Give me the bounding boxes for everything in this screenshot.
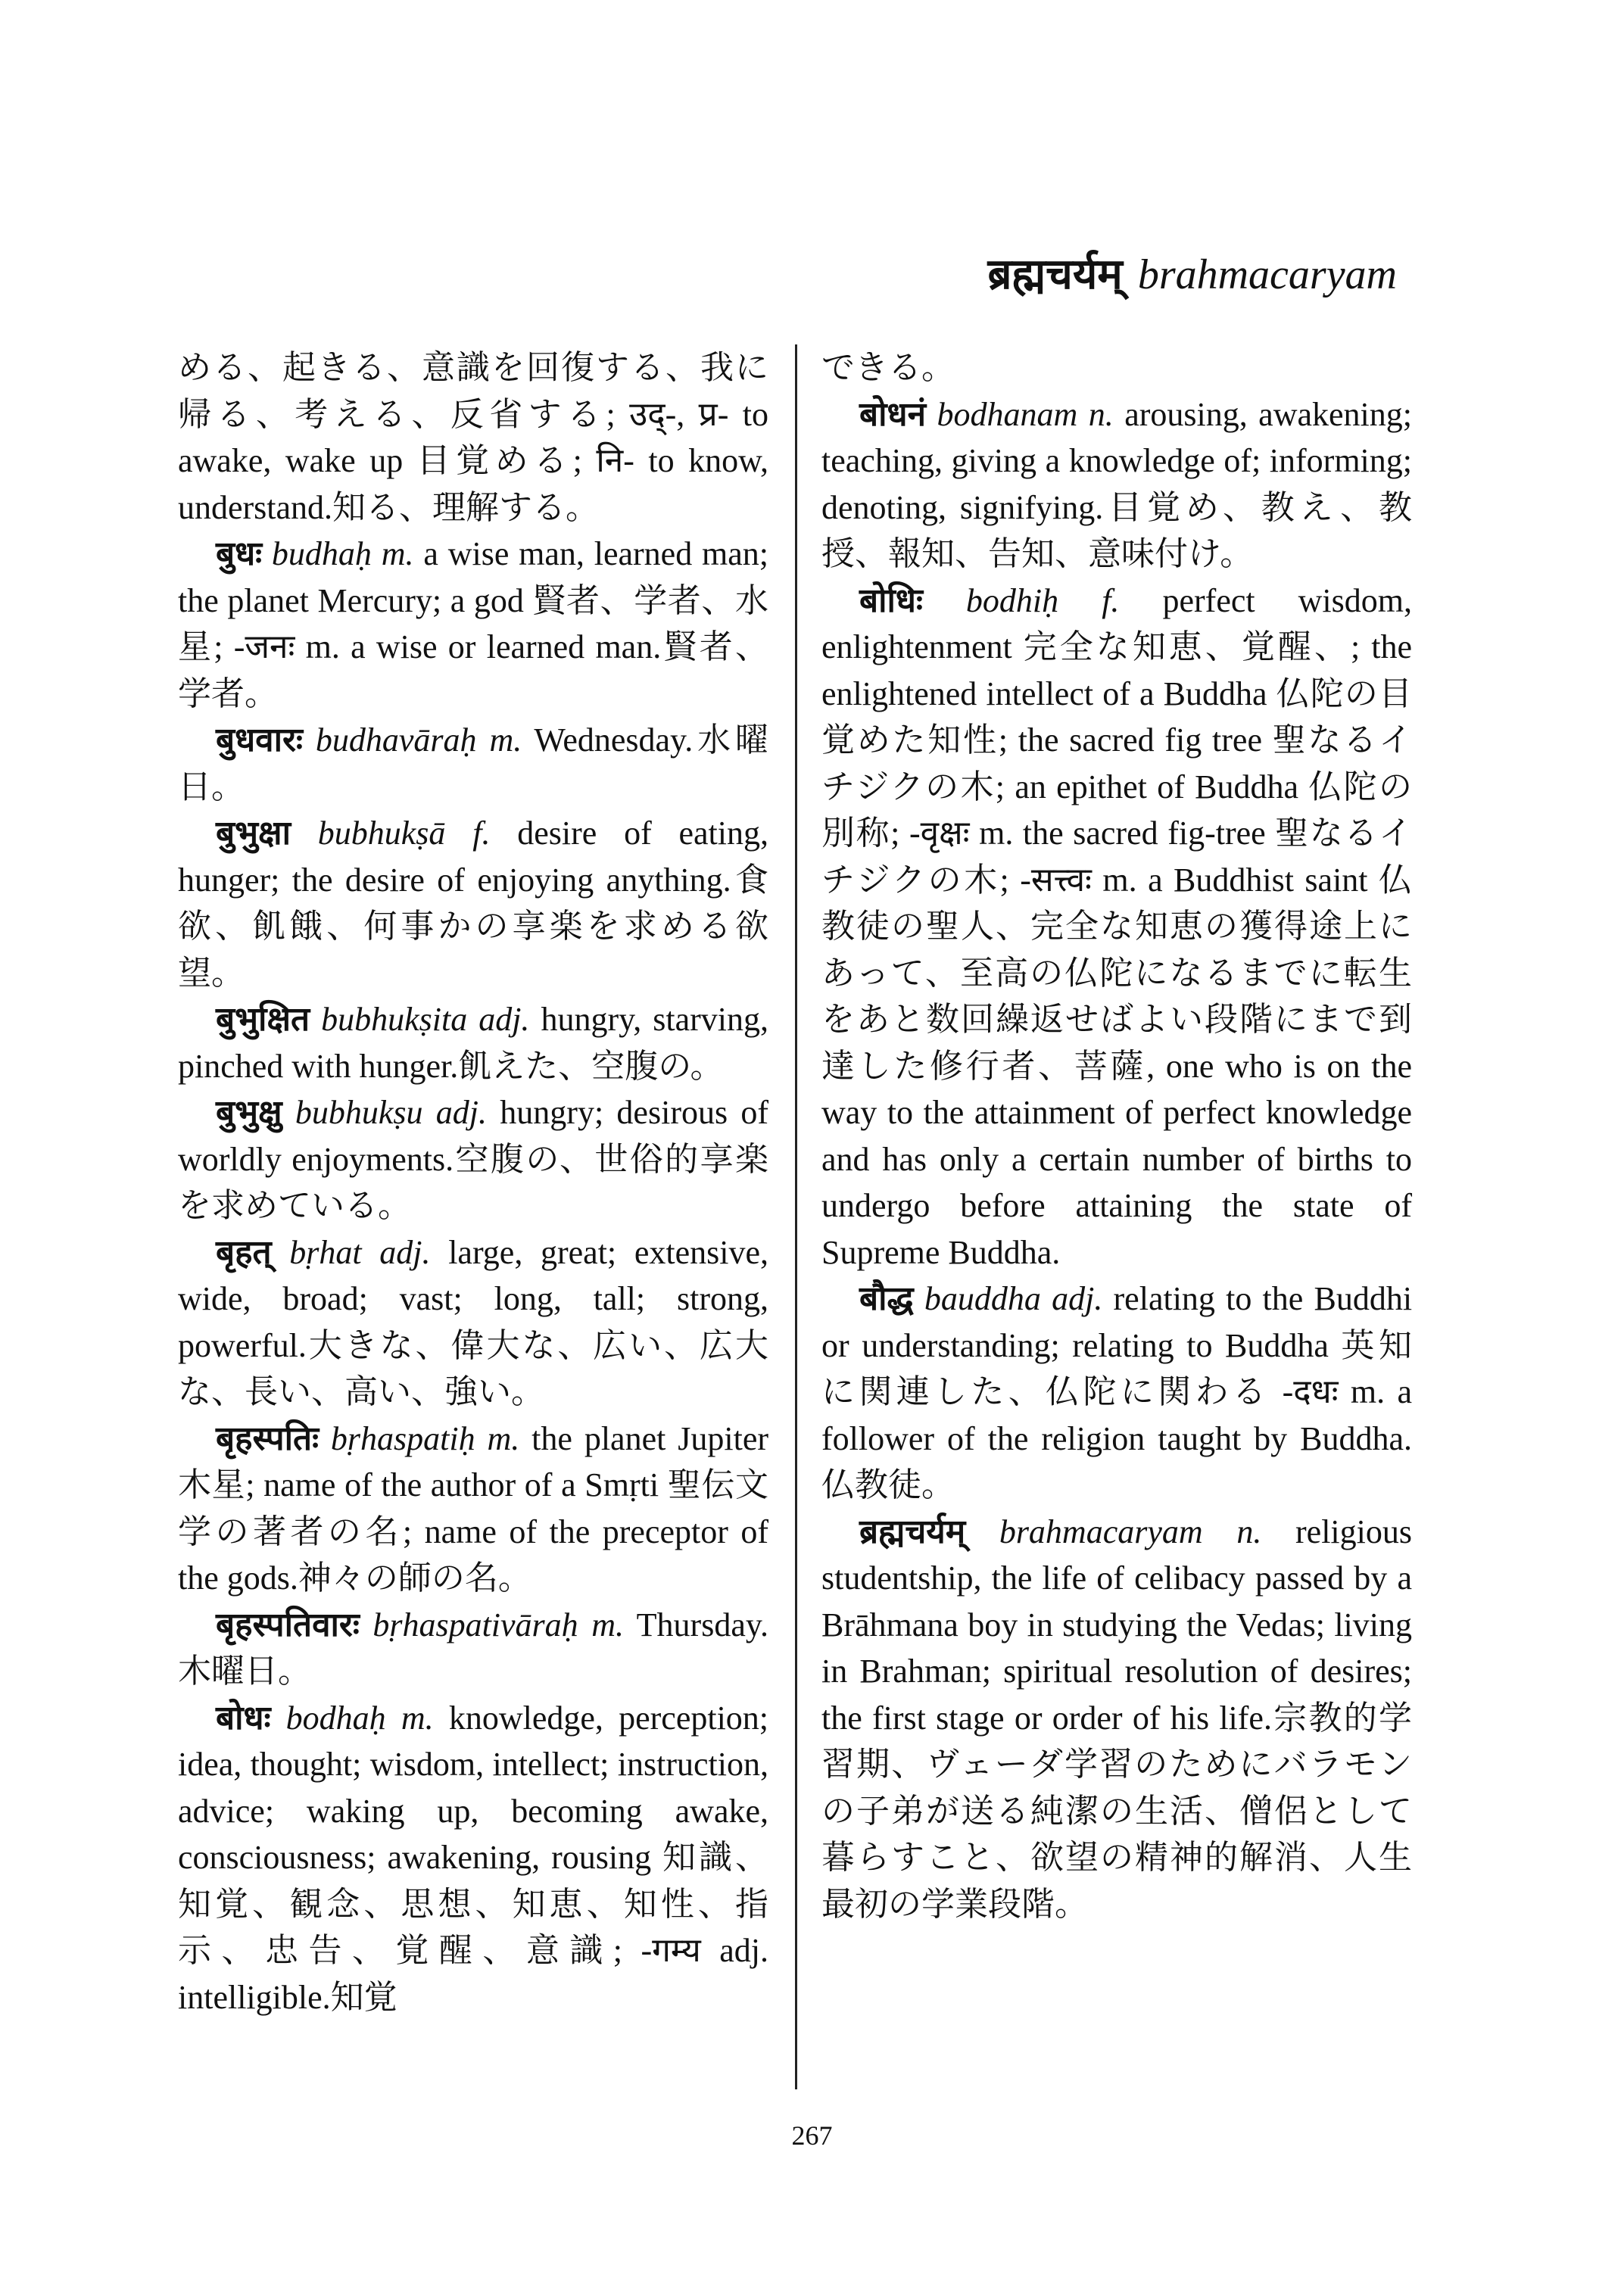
transliteration: bubhukṣā (317, 815, 446, 852)
page-number: 267 (791, 2120, 833, 2151)
transliteration: bṛhaspativāraḥ (372, 1606, 578, 1643)
grammar-label: adj. (379, 1233, 431, 1271)
left-column (178, 344, 768, 2020)
dictionary-entry (178, 531, 768, 717)
definition: desire of eating, hunger; the desire of enjoying anything.食欲、飢餓、何事かの享楽を求める欲望。 (178, 815, 769, 992)
transliteration: bauddha (924, 1280, 1041, 1317)
headword: बौद्ध (859, 1280, 914, 1317)
definition: hungry, starving, pinched with hunger.飢えた、空腹の。 (178, 1001, 768, 1085)
headword: बोधनं (859, 395, 926, 433)
grammar-label: n. (1088, 395, 1114, 433)
dictionary-entry (178, 1089, 768, 1229)
headword: बृहत् (216, 1233, 272, 1271)
dictionary-entry (821, 578, 1412, 1276)
continued-text (821, 344, 1412, 391)
transliteration: bubhukṣu (295, 1094, 423, 1131)
grammar-label: m. (489, 721, 522, 759)
headword: बुधवारः (216, 721, 303, 759)
headword: बुधः (216, 535, 263, 572)
running-header (987, 250, 1397, 301)
header-latin: brahmacaryam (1137, 251, 1397, 298)
definition: a wise man, learned man; the planet Mercury; a god 賢者、学者、水星; -जनः m. a wise or learned man.賢者、学者。 (178, 535, 769, 712)
transliteration: brahmacaryam (999, 1513, 1203, 1550)
transliteration: bodhaḥ (285, 1699, 386, 1737)
definition: knowledge, perception; idea, thought; wisdom, intellect; instruction, advice; waking up, becoming awake, consciousness; awakening, rousing 知識、知覚、観念、思想、知恵、知性、指示、忠告、覚醒、意識; -गम्य adj. intelligible.知覚 (178, 1699, 769, 2016)
transliteration: bodhanam (937, 395, 1078, 433)
grammar-label: adj. (1052, 1280, 1103, 1317)
definition: hungry; desirous of worldly enjoyments.空腹の、世俗的享楽を求めている。 (178, 1094, 769, 1224)
headword: बुभुक्षा (216, 815, 291, 852)
headword: बोधः (216, 1699, 271, 1737)
headword: बोधिः (859, 581, 923, 619)
continued-text (178, 344, 768, 531)
dictionary-entry (178, 1229, 768, 1416)
transliteration: bubhukṣita (321, 1001, 468, 1038)
headword: बुभुक्षित (216, 1001, 310, 1038)
grammar-label: adj. (435, 1094, 488, 1131)
grammar-label: m. (591, 1606, 624, 1643)
dictionary-entry (178, 1416, 768, 1602)
grammar-label: f. (1102, 581, 1120, 619)
definition: できる。 (821, 349, 955, 386)
headword: बृहस्पतिवारः (216, 1606, 360, 1643)
transliteration: budhaḥ (271, 535, 372, 572)
dictionary-entry (178, 996, 768, 1089)
dictionary-entry (178, 1602, 768, 1695)
dictionary-entry (821, 391, 1412, 578)
dictionary-entry (178, 717, 768, 810)
transliteration: bṛhaspatiḥ (330, 1419, 475, 1457)
right-column (821, 344, 1412, 1927)
definition: large, great; extensive, wide, broad; vast; long, tall; strong, powerful.大きな、偉大な、広い、広大な、長い、高い、強い。 (178, 1233, 768, 1410)
definition: relating to the Buddhi or understanding; relating to Buddha 英知に関連した、仏陀に関わる -दधः m. a follower of the religion taught by Buddha.仏教徒。 (821, 1280, 1413, 1503)
dictionary-entry (821, 1509, 1412, 1928)
headword: बृहस्पतिः (216, 1419, 319, 1457)
dictionary-entry (178, 1695, 768, 2021)
definition: religious studentship, the life of celibacy passed by a Brāhmana boy in studying the Vedas; living in Brahman; spiritual resolution of desires; the first stage or order of his life.宗教的学習期、ヴェーダ学習のためにバラモンの子弟が送る純潔の生活、僧侶として暮らすこと、欲望の精神的解消、人生最初の学業段階。 (821, 1513, 1412, 1923)
headword: बुभुक्षु (216, 1094, 282, 1131)
transliteration: bṛhat (289, 1233, 362, 1271)
dictionary-entry (821, 1276, 1412, 1509)
definition: the planet Jupiter 木星; name of the author of a Smṛti 聖伝文学の著者の名; name of the preceptor of the gods.神々の師の名。 (178, 1419, 768, 1597)
definition: Wednesday.水曜日。 (178, 721, 769, 805)
grammar-label: m. (401, 1699, 434, 1737)
definition: perfect wisdom, enlightenment 完全な知恵、覚醒、; the enlightened intellect of a Buddha 仏陀の目覚めた知性; the sacred fig tree 聖なるイチジクの木; an epithet of Buddha 仏陀の別称; -वृक्षः m. the sacred fig-tree 聖なるイチジクの木; -सत्त्वः m. a Buddhist saint 仏教徒の聖人、完全な知恵の獲得途上にあって、至高の仏陀になるまでに転生をあと数回繰返せばよい段階にまで到達した修行者、菩薩, one who is on the way to the attainment of perfect knowledge and has only a certain number of births to undergo before attaining the state of Supreme Buddha. (821, 581, 1412, 1271)
definition: Thursday.木曜日。 (178, 1606, 768, 1690)
transliteration: bodhiḥ (965, 581, 1059, 619)
grammar-label: adj. (478, 1001, 530, 1038)
transliteration: budhavāraḥ (315, 721, 477, 759)
header-devanagari: ब्रह्मचर्यम् (987, 251, 1123, 298)
grammar-label: m. (381, 535, 414, 572)
definition: める、起きる、意識を回復する、我に帰る、考える、反省する; उद्-, प्र- to awake, wake up 目覚める; नि- to know, understand.知る、理解する。 (178, 349, 768, 526)
column-divider (795, 344, 797, 2089)
grammar-label: m. (487, 1419, 520, 1457)
dictionary-entry (178, 810, 768, 996)
grammar-label: n. (1236, 1513, 1262, 1550)
definition: arousing, awakening; teaching, giving a knowledge of; informing; denoting, signifying.目覚め、教え、教授、報知、告知、意味付け。 (821, 395, 1412, 572)
grammar-label: f. (472, 815, 491, 852)
headword: ब्रह्मचर्यम् (859, 1513, 966, 1550)
